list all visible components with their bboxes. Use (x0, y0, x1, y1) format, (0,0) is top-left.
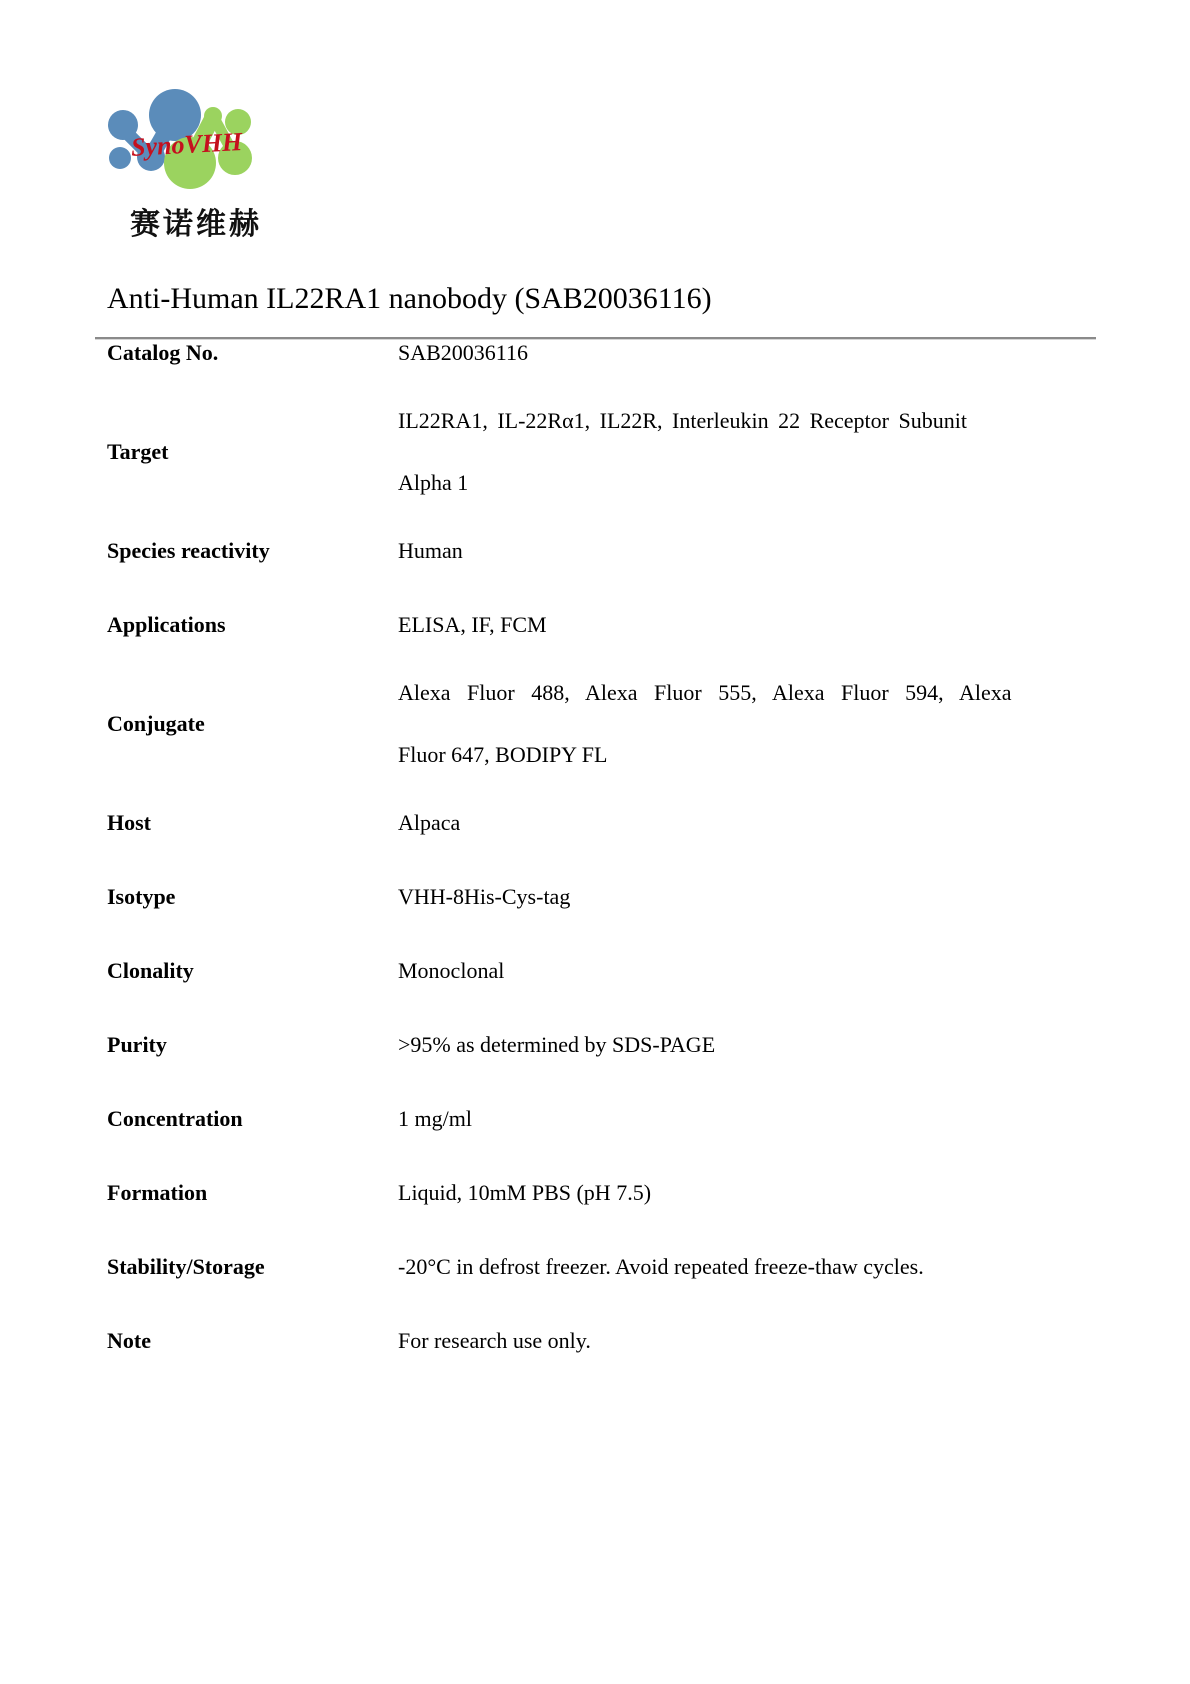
spec-table (107, 316, 1096, 1378)
row-value: IL22RA1, IL-22Rα1, IL22R, Interleukin 22 Receptor Subunit Alpha 1 (398, 408, 967, 495)
row-value: Alexa Fluor 488, Alexa Fluor 555, Alexa Fluor 594, Alexa Fluor 647, BODIPY FL (398, 680, 1012, 767)
table-row (107, 934, 1096, 1008)
table-row (107, 1008, 1096, 1082)
row-label: Host (107, 810, 151, 835)
row-label: Clonality (107, 958, 194, 983)
table-row (107, 1156, 1096, 1230)
row-value: SAB20036116 (398, 340, 528, 365)
brand-name-text: SynoVHH (130, 127, 243, 162)
table-row (107, 860, 1096, 934)
row-label: Target (107, 439, 169, 464)
table-row (107, 514, 1096, 588)
row-label: Species reactivity (107, 538, 270, 563)
row-label: Stability/Storage (107, 1254, 265, 1279)
table-row (107, 1230, 1096, 1304)
company-logo (95, 85, 375, 243)
row-value: 1 mg/ml (398, 1106, 472, 1131)
synovhh-logo-icon (95, 85, 355, 193)
row-value: ELISA, IF, FCM (398, 612, 547, 637)
row-label: Applications (107, 612, 226, 637)
row-label: Concentration (107, 1106, 243, 1131)
row-label: Note (107, 1328, 151, 1353)
table-row (107, 1304, 1096, 1378)
row-value: -20°C in defrost freezer. Avoid repeated freeze-thaw cycles. (398, 1254, 924, 1279)
row-label: Formation (107, 1180, 208, 1205)
table-row (107, 786, 1096, 860)
table-row (107, 662, 1096, 786)
row-label: Isotype (107, 884, 176, 909)
table-row (107, 316, 1096, 390)
table-row (107, 390, 1096, 514)
table-row (107, 1082, 1096, 1156)
row-value: Monoclonal (398, 958, 505, 983)
row-label: Catalog No. (107, 340, 219, 365)
brand-name-chinese: 赛诺维赫 (130, 208, 262, 241)
table-row (107, 588, 1096, 662)
row-value: >95% as determined by SDS-PAGE (398, 1032, 716, 1057)
row-value: Alpaca (398, 810, 461, 835)
row-label: Purity (107, 1032, 167, 1057)
row-value: VHH-8His-Cys-tag (398, 884, 571, 909)
row-value: For research use only. (398, 1328, 591, 1353)
row-value: Liquid, 10mM PBS (pH 7.5) (398, 1180, 652, 1205)
row-label: Conjugate (107, 711, 205, 736)
page-title: Anti-Human IL22RA1 nanobody (SAB20036116) (107, 282, 712, 316)
row-value: Human (398, 538, 463, 563)
